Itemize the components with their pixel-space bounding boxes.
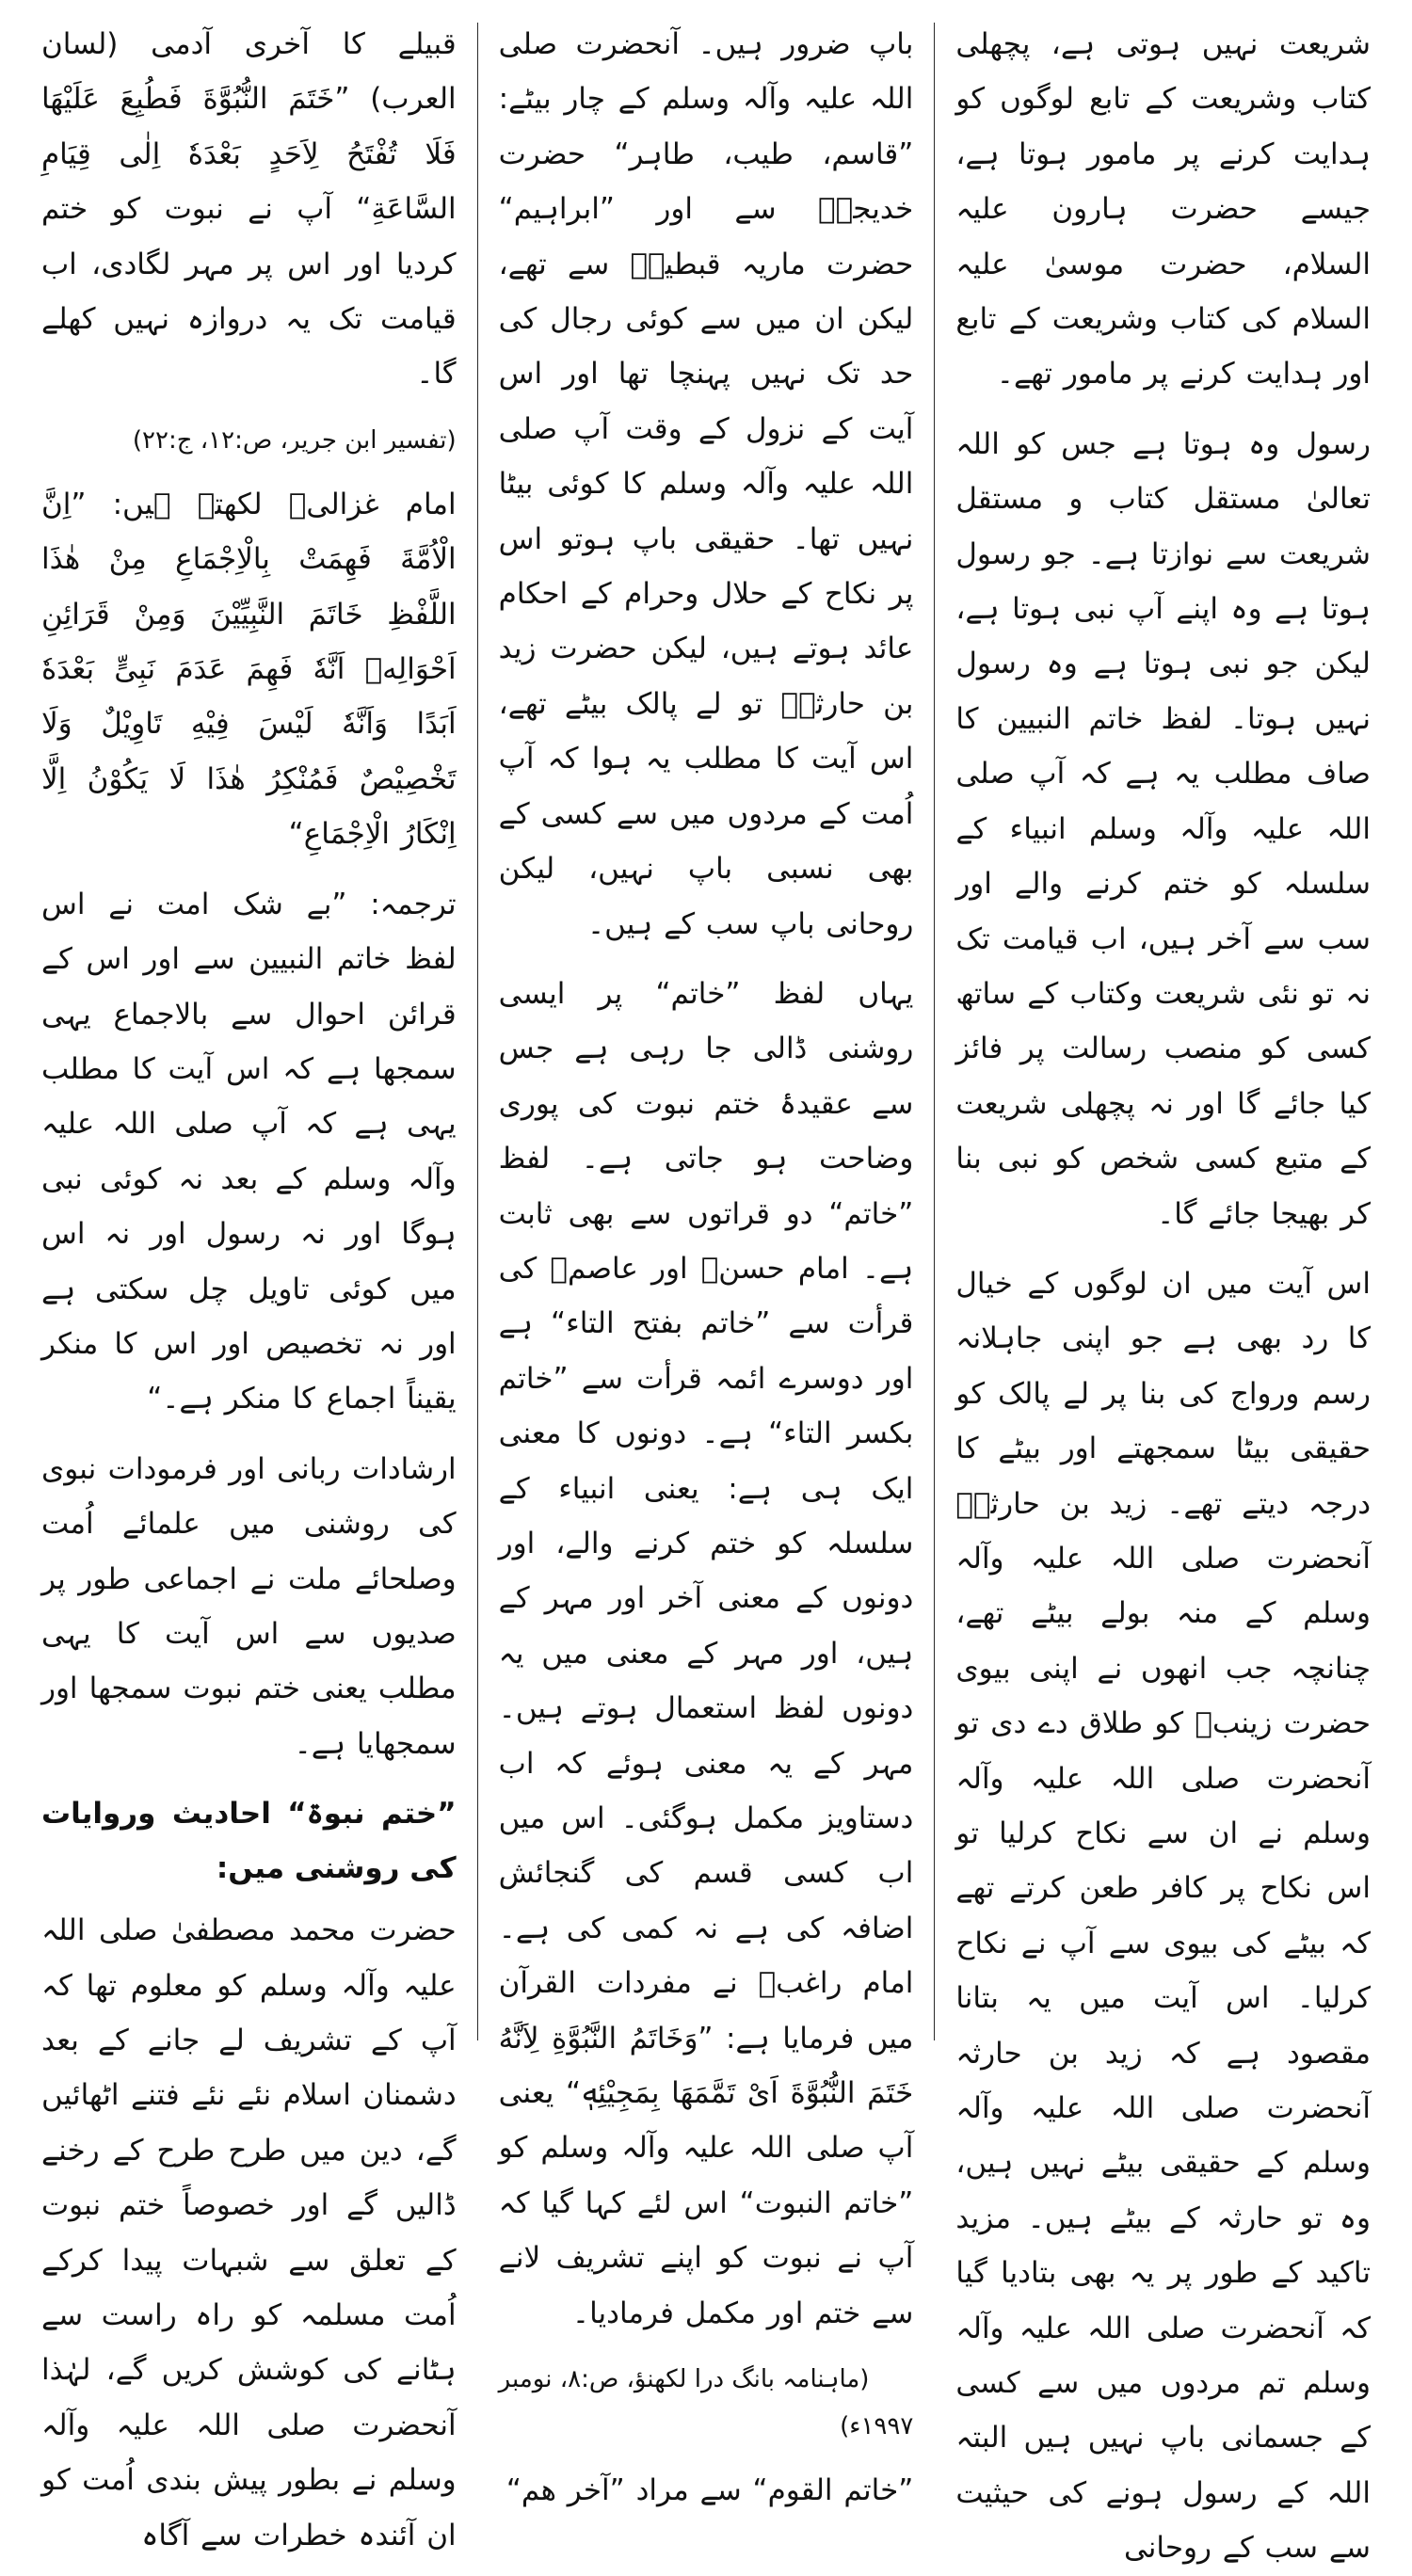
paragraph: رسول وہ ہوتا ہے جس کو اللہ تعالیٰ مستقل کتاب و مستقل شریعت سے نوازتا ہے۔ جو رسول ہوتا ہے وہ اپنے آپ نبی ہوتا ہے، لیکن جو نبی ہوتا ہے وہ رسول نہیں ہوتا۔ لفظ خاتم النبیین کا صاف مطلب یہ ہے کہ آپ صلی اللہ علیہ وآلہ وسلم انبیاء کے سلسلہ کو ختم کرنے والے اور سب سے آخر ہیں، اب قیامت تک نہ تو نئی شریعت وکتاب کے ساتھ کسی کو منصب رسالت پر فائز کیا جائے گا اور نہ پچھلی شریعت کے متبع کسی شخص کو نبی بنا کر بھیجا جائے گا۔	[955, 426, 1371, 1231]
paragraph: اس آیت میں ان لوگوں کے خیال کا رد بھی ہے جو اپنی جاہلانہ رسم ورواج کی بنا پر لے پالک کو حقیقی بیٹا سمجھتے اور بیٹے کا درجہ دیتے تھے۔ زید بن حارثہؓ آنحضرت صلی اللہ علیہ وآلہ وسلم کے منہ بولے بیٹے تھے، چنانچہ جب انھوں نے اپنی بیوی حضرت زینبؓ کو طلاق دے دی تو آنحضرت صلی اللہ علیہ وآلہ وسلم نے ان سے نکاح کرلیا تو اس نکاح پر کافر طعن کرتے تھے کہ بیٹے کی بیوی سے آپ نے نکاح کرلیا۔ اس آیت میں یہ بتانا مقصود ہے کہ زید بن حارثہ آنحضرت صلی اللہ علیہ وآلہ وسلم کے حقیقی بیٹے نہیں ہیں، وہ تو حارثہ کے بیٹے ہیں۔ مزید تاکید کے طور پر یہ بھی بتادیا گیا کہ آنحضرت صلی اللہ علیہ وآلہ وسلم تم مردوں میں سے کسی کے جسمانی باپ نہیں ہیں البتہ اللہ کے رسول ہونے کی حیثیت سے سب کے روحانی	[955, 1266, 1371, 2566]
paragraph: حضرت محمد مصطفیٰ صلی اللہ علیہ وآلہ وسلم کو معلوم تھا کہ آپ کے تشریف لے جانے کے بعد دشمنان اسلام نئے نئے فتنے اٹھائیں گے، دین میں طرح طرح کے رخنے ڈالیں گے اور خصوصاً ختم نبوت کے تعلق سے شبہات پیدا کرکے اُمت مسلمہ کو راہ راست سے ہٹانے کی کوشش کریں گے، لہٰذا آنحضرت صلی اللہ علیہ وآلہ وسلم نے بطور پیش بندی اُمت کو ان آئندہ خطرات سے آگاہ	[40, 1913, 457, 2552]
paragraph: امام غزالیؒ لکھتے ہیں: ”اِنَّ الْاُمَّةَ فَهِمَتْ بِالْاِجْمَاعِ مِنْ هٰذَا اللَّفْظِ خَاتَمَ النَّبِیِّیْنَ وَمِنْ قَرَائِنِ اَحْوَالِهٖ اَنَّهٗ فَهِمَ عَدَمَ نَبِیٍّ بَعْدَهٗ اَبَدًا وَاَنَّهٗ لَیْسَ فِیْهِ تَاوِیْلٌ وَلَا تَخْصِیْصٌ فَمُنْکِرُ هٰذَا لَا یَکُوْنُ اِلَّا اِنْکَارُ الْاِجْمَاعِ“	[40, 487, 457, 852]
column-left	[21, 17, 477, 2552]
paragraph: باپ ضرور ہیں۔ آنحضرت صلی اللہ علیہ وآلہ وسلم کے چار بیٹے: ”قاسم، طیب، طاہر“ حضرت خدیجہؓ سے اور ”ابراہیم“ حضرت ماریہ قبطیہؓ سے تھے، لیکن ان میں سے کوئی رجال کی حد تک نہیں پہنچا تھا اور اس آیت کے نزول کے وقت آپ صلی اللہ علیہ وآلہ وسلم کا کوئی بیٹا نہیں تھا۔ حقیقی باپ ہوتو اس پر نکاح کے حلال وحرام کے احکام عائد ہوتے ہیں، لیکن حضرت زید بن حارثہؓ تو لے پالک بیٹے تھے، اس آیت کا مطلب یہ ہوا کہ آپ اُمت کے مردوں میں سے کسی کے بھی نسبی باپ نہیں، لیکن روحانی باپ سب کے ہیں۔	[498, 27, 914, 941]
column-middle	[478, 17, 935, 2508]
column-divider	[934, 23, 935, 2040]
paragraph: ارشادات ربانی اور فرمودات نبوی کی روشنی میں علمائے اُمت وصلحائے ملت نے اجماعی طور پر صدیوں سے اس آیت کا یہی مطلب یعنی ختم نبوت سمجھا اور سمجھایا ہے۔	[40, 1451, 457, 1761]
citation: (تفسیر ابن جریر، ص:۱۲، ج:۲۲)	[132, 425, 457, 455]
paragraph: یہاں لفظ ”خاتم“ پر ایسی روشنی ڈالی جا رہی ہے جس سے عقیدۂ ختم نبوت کی پوری وضاحت ہو جاتی ہے۔ لفظ ”خاتم“ دو قراتوں سے بھی ثابت ہے۔ امام حسنؒ اور عاصمؒ کی قرأت سے ”خاتم بفتح التاء“ ہے اور دوسرے ائمہ قرأت سے ”خاتم بکسر التاء“ ہے۔ دونوں کا معنی ایک ہی ہے: یعنی انبیاء کے سلسلہ کو ختم کرنے والے، اور دونوں کے معنی آخر اور مہر کے ہیں، اور مہر کے معنی میں یہ دونوں لفظ استعمال ہوتے ہیں۔ مہر کے یہ معنی ہوئے کہ اب دستاویز مکمل ہوگئی۔ اس میں اب کسی قسم کی گنجائش اضافہ کی ہے نہ کمی کی ہے۔ امام راغبؒ نے مفردات القرآن میں فرمایا ہے: ”وَخَاتَمُ النَّبُوَّةِ لِاَنَّهُ خَتَمَ النُّبُوَّةَ اَیْ تَمَّمَهَا بِمَجِیْئِهٖ“ یعنی آپ صلی اللہ علیہ وآلہ وسلم کو ”خاتم النبوت“ اس لئے کہا گیا کہ آپ نے نبوت کو اپنے تشریف لانے سے ختم اور مکمل فرمادیا۔	[498, 976, 914, 2330]
paragraph: ترجمہ: ”بے شک امت نے اس لفظ خاتم النبیین سے اور اس کے قرائن احوال سے بالاجماع یہی سمجھا ہے کہ اس آیت کا مطلب یہی ہے کہ آپ صلی اللہ علیہ وآلہ وسلم کے بعد نہ کوئی نبی ہوگا اور نہ رسول اور نہ اس میں کوئی تاویل چل سکتی ہے اور نہ تخصیص اور اس کا منکر یقیناً اجماع کا منکر ہے۔“	[40, 887, 457, 1416]
citation: (ماہنامہ بانگ درا لکھنؤ، ص:۸، نومبر ۱۹۹۷ء)	[498, 2365, 914, 2441]
paragraph: قبیلے کا آخری آدمی (لسان العرب) ”خَتَمَ النُّبُوَّةَ فَطُبِعَ عَلَیْهَا فَلَا تُفْتَحُ لِاَحَدٍ بَعْدَهٗ اِلٰی قِیَامِ السَّاعَةِ“ آپ نے نبوت کو ختم کردیا اور اس پر مہر لگادی، اب قیامت تک یہ دروازہ نہیں کھلے گا۔	[40, 27, 457, 392]
paragraph: شریعت نہیں ہوتی ہے، پچھلی کتاب وشریعت کے تابع لوگوں کو ہدایت کرنے پر مامور ہوتا ہے، جیسے حضرت ہارون علیہ السلام، حضرت موسیٰ علیہ السلام کی کتاب وشریعت کے تابع اور ہدایت کرنے پر مامور تھے۔	[955, 27, 1371, 392]
column-right	[935, 17, 1391, 2566]
paragraph: ”خاتم القوم“ سے مراد ”آخر ھم“	[505, 2473, 914, 2508]
section-heading: ”ختم نبوۃ“ احادیث وروایات کی روشنی میں:	[40, 1797, 457, 1886]
column-divider	[477, 23, 478, 2040]
